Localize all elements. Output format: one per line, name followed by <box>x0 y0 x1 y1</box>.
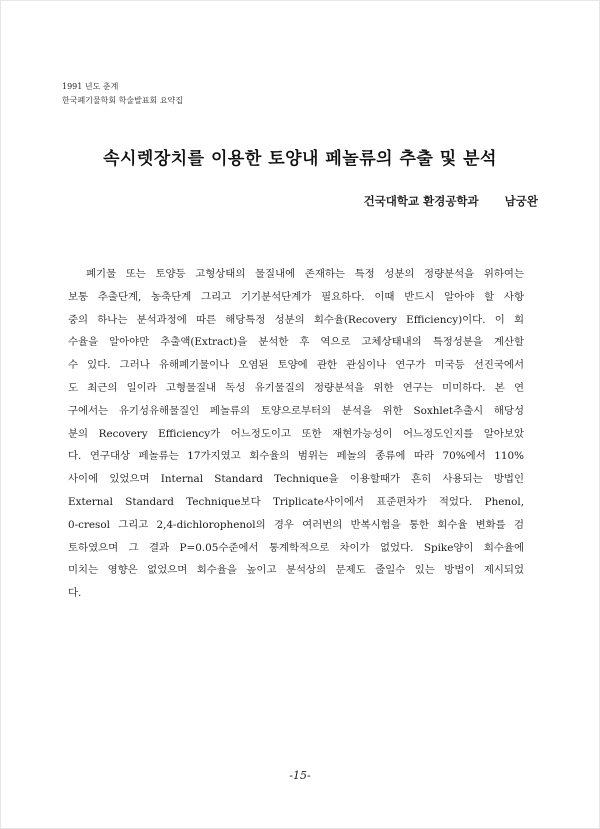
abstract-line: 폐기물 또는 토양등 고형상태의 물질내에 존재하는 특정 성분의 정량분석을 위하여는 <box>86 268 524 280</box>
abstract-body <box>68 263 524 605</box>
abstract-line: 분의 Recovery Efficiency가 어느정도이고 또한 재현가능성이 어느정도인지를 알아보았 <box>68 427 524 440</box>
abstract-line: 사이에 있었으며 Internal Standard Technique을 이용할때가 흔히 사용되는 방법인 <box>68 473 524 486</box>
header-year-line: 1991 년도 춘계 <box>62 82 119 91</box>
abstract-line: 토하였으며 그 결과 P=0.05수준에서 통계학적으로 차이가 없었다. Spike양이 회수율에 <box>68 541 524 554</box>
abstract-line: 수율을 알아야만 추출액(Extract)을 분석한 후 역으로 고체상태내의 특정성분을 계산할 <box>68 336 524 349</box>
abstract-line: 다. <box>68 587 82 600</box>
abstract-line: 보통 추출단계, 농축단계 그리고 기기분석단계가 필요하다. 이때 반드시 알아야 할 사항 <box>68 290 524 303</box>
abstract-line: 수 있다. 그러나 유해폐기물이나 오염된 토양에 관한 관심이나 연구가 미국등 선진국에서 <box>68 359 524 372</box>
proceedings-header <box>62 80 183 108</box>
author-name: 남궁완 <box>504 194 538 208</box>
abstract-line: 다. 연구대상 페놀류는 17가지였고 회수율의 범위는 페놀의 종류에 따라 70%에서 110% <box>68 450 524 463</box>
header-proceedings-line: 한국폐기물학회 학술발표회 요약집 <box>62 96 184 105</box>
abstract-line: 0-cresol 그리고 2,4-dichlorophenol의 경우 여러번의 반복시험을 통한 회수율 변화를 검 <box>68 518 524 531</box>
page-number: -15- <box>289 769 311 782</box>
paper-title: 속시렛장치를 이용한 토양내 페놀류의 추출 및 분석 <box>103 149 497 169</box>
abstract-line: 중의 하나는 분석과정에 따른 해당특정 성분의 회수율(Recovery Efficiency)이다. 이 회 <box>68 313 524 326</box>
author-affiliation: 건국대학교 환경공학과 <box>363 194 479 208</box>
abstract-line: External Standard Technique보다 Triplicate사이에서 표준편차가 적었다. Phenol, <box>68 495 524 508</box>
abstract-line: 도 최근의 일이라 고형물질내 독성 유기물질의 정량분석을 위한 연구는 미미하다. 본 연 <box>68 381 524 394</box>
abstract-line: 구에서는 유기성유해물질인 페놀류의 토양으로부터의 분석을 위한 Soxhlet추출시 해당성 <box>68 404 524 417</box>
abstract-line: 미치는 영향은 없었으며 회수율을 높이고 분석상의 문제도 줄일수 있는 방법이 제시되었 <box>68 564 524 577</box>
author-line <box>364 193 538 209</box>
